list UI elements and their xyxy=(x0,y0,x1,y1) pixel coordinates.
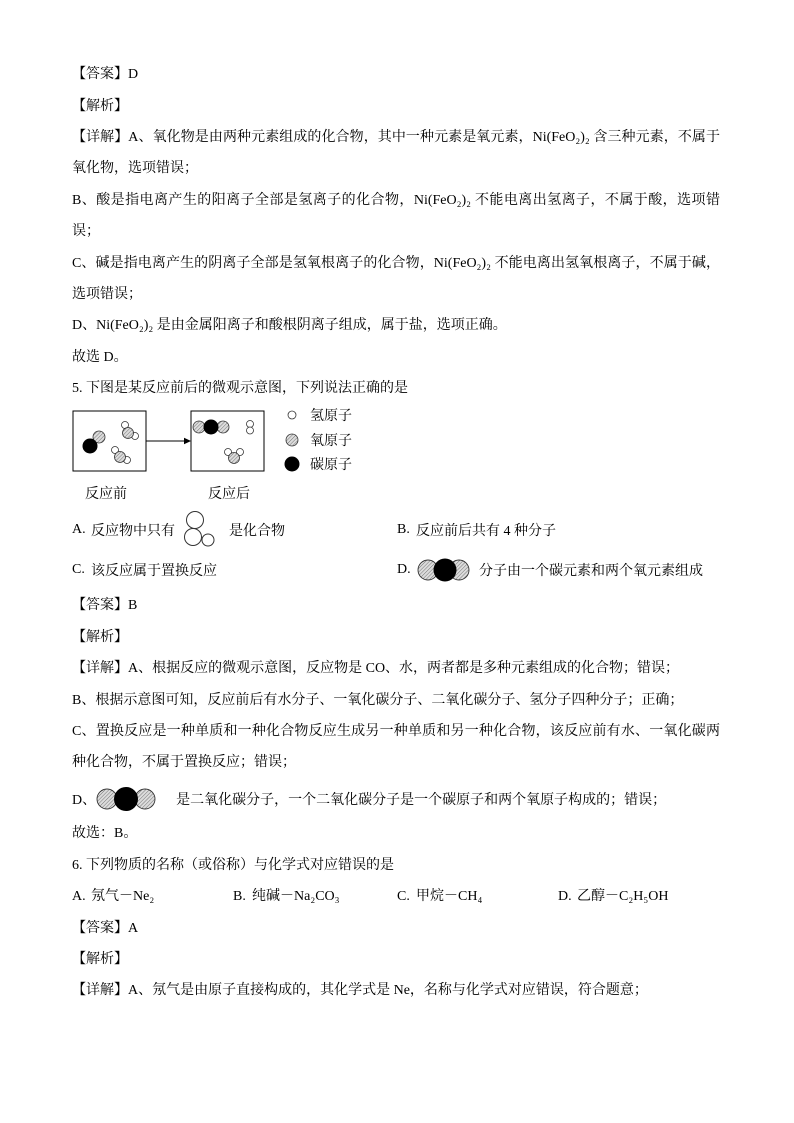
q5-option-c xyxy=(72,555,217,585)
q4-explanation-line: B、酸是指电离产生的阳离子全部是氢离子的化合物，Ni(FeO₂)₂ 不能电离出氢离子，不属于酸，选项错 xyxy=(72,192,720,208)
option-label: A. xyxy=(72,889,86,905)
carbon-atom xyxy=(434,559,457,582)
option-text: 是化合物 xyxy=(229,524,285,540)
carbon-atom-icon xyxy=(285,456,300,471)
q5-options-row-2 xyxy=(72,555,794,585)
option-text: 甲烷－CH₄ xyxy=(416,889,483,905)
reaction-diagram xyxy=(72,405,794,505)
atom xyxy=(185,529,202,546)
q5-explanation-line: 种化合物，不属于置换反应；错误； xyxy=(72,755,296,771)
q6-answer: 【答案】A xyxy=(72,920,139,936)
q4-explanation-line: D、Ni(FeO₂)₂ 是由金属阳离子和酸根阴离子组成，属于盐，选项正确。 xyxy=(72,318,507,334)
after-reaction-label: 反应后 xyxy=(208,486,250,502)
oxygen-atom xyxy=(217,421,229,433)
q4-explanation-line: C、碱是指电离产生的阴离子全部是氢氧根离子的化合物，Ni(FeO₂)₂ 不能电离出氢氧根离子，不属于碱， xyxy=(72,255,720,271)
oxygen-atom xyxy=(229,452,240,463)
option-label: A. xyxy=(72,522,86,538)
oxygen-atom xyxy=(115,451,126,462)
option-label: B. xyxy=(397,522,410,538)
option-label: B. xyxy=(233,889,246,905)
after-reaction-box xyxy=(191,411,264,471)
option-text: 该反应属于置换反应 xyxy=(91,564,217,580)
q5-options-row-1 xyxy=(72,505,794,555)
legend-oxygen-label: 氧原子 xyxy=(310,433,352,449)
option-text: 分子由一个碳元素和两个氧元素组成 xyxy=(479,564,703,580)
q5-option-d xyxy=(397,555,703,585)
hydrogen-atom xyxy=(247,427,254,434)
option-label: D. xyxy=(558,889,572,905)
hydrogen-molecule xyxy=(247,420,254,434)
q5-answer: 【答案】B xyxy=(72,598,138,614)
q6-option-a xyxy=(72,881,154,912)
carbon-dioxide-molecule-icon xyxy=(96,784,158,814)
q5-option-b xyxy=(397,505,556,555)
q6-options-row xyxy=(72,881,794,912)
reaction-diagram-svg xyxy=(72,405,392,505)
q5-analysis-label: 【解析】 xyxy=(72,629,128,645)
option-text: 氖气－Ne₂ xyxy=(91,889,155,905)
atom xyxy=(202,534,214,546)
option-label: C. xyxy=(72,562,85,578)
q6-option-c xyxy=(397,881,482,912)
oxygen-atom-icon xyxy=(286,434,298,446)
hydrogen-atom xyxy=(247,420,254,427)
option-label: C. xyxy=(397,889,410,905)
carbon-atom xyxy=(204,419,219,434)
q5-explanation-line: B、根据示意图可知，反应前后有水分子、一氧化碳分子、二氧化碳分子、氢分子四种分子；正确； xyxy=(72,692,684,708)
q5-explanation-d xyxy=(72,779,794,819)
molecule-icon xyxy=(182,508,218,552)
option-text: 反应前后共有 4 种分子 xyxy=(416,524,556,540)
carbon-atom xyxy=(114,787,138,811)
q4-conclusion: 故选 D。 xyxy=(72,349,128,365)
water-molecule xyxy=(225,448,244,463)
q4-answer: 【答案】D xyxy=(72,67,139,83)
q5-explanation-line: 【详解】A、根据反应的微观示意图，反应物是 CO、水，两者都是多种元素组成的化合物；错误； xyxy=(72,661,680,677)
carbon-dioxide-molecule xyxy=(193,419,229,434)
q4-explanation-line: 误； xyxy=(72,224,100,240)
q6-explanation-line: 【详解】A、氖气是由原子直接构成的，其化学式是 Ne，名称与化学式对应错误，符合题意； xyxy=(72,983,648,999)
q4-explanation-line: 选项错误； xyxy=(72,287,142,303)
q4-explanation-line: 氧化物，选项错误； xyxy=(72,161,198,177)
q4-analysis-label: 【解析】 xyxy=(72,98,128,114)
q6-option-b xyxy=(233,881,340,912)
before-reaction-label: 反应前 xyxy=(85,486,127,502)
atom xyxy=(187,512,204,529)
legend-hydrogen-label: 氢原子 xyxy=(310,408,352,424)
reaction-arrow-head xyxy=(184,437,191,443)
q6-analysis-label: 【解析】 xyxy=(72,951,128,967)
hydrogen-atom-icon xyxy=(288,411,296,419)
water-molecule xyxy=(122,421,139,439)
water-molecule xyxy=(112,446,131,463)
option-text: 乙醇－C₂H₅OH xyxy=(577,889,669,905)
option-text: 纯碱－Na₂CO₃ xyxy=(252,889,340,905)
oxygen-atom xyxy=(193,421,205,433)
q6-stem: 6. 下列物质的名称（或俗称）与化学式对应错误的是 xyxy=(72,857,394,873)
explanation-text: 是二氧化碳分子，一个二氧化碳分子是一个碳原子和两个氧原子构成的；错误； xyxy=(176,792,667,808)
option-text: 反应物中只有 xyxy=(91,524,175,540)
q5-explanation-line: C、置换反应是一种单质和一种化合物反应生成另一种单质和另一种化合物，该反应前有水、一氧化碳两 xyxy=(72,724,720,740)
q5-option-a xyxy=(72,505,285,555)
before-reaction-box xyxy=(73,411,146,471)
q5-conclusion: 故选：B。 xyxy=(72,826,138,842)
q5-stem: 5. 下图是某反应前后的微观示意图，下列说法正确的是 xyxy=(72,381,408,397)
q4-explanation-line: 【详解】A、氧化物是由两种元素组成的化合物，其中一种元素是氧元素，Ni(FeO₂)₂ 含三种元素，不属于 xyxy=(72,130,720,146)
carbon-atom xyxy=(83,438,98,453)
carbon-dioxide-molecule-icon xyxy=(416,556,472,584)
q6-option-d xyxy=(558,881,668,912)
explanation-prefix: D、 xyxy=(72,792,97,808)
carbon-monoxide-molecule xyxy=(83,431,106,454)
option-label: D. xyxy=(397,562,411,578)
oxygen-atom xyxy=(123,427,134,438)
legend-carbon-label: 碳原子 xyxy=(310,457,352,473)
